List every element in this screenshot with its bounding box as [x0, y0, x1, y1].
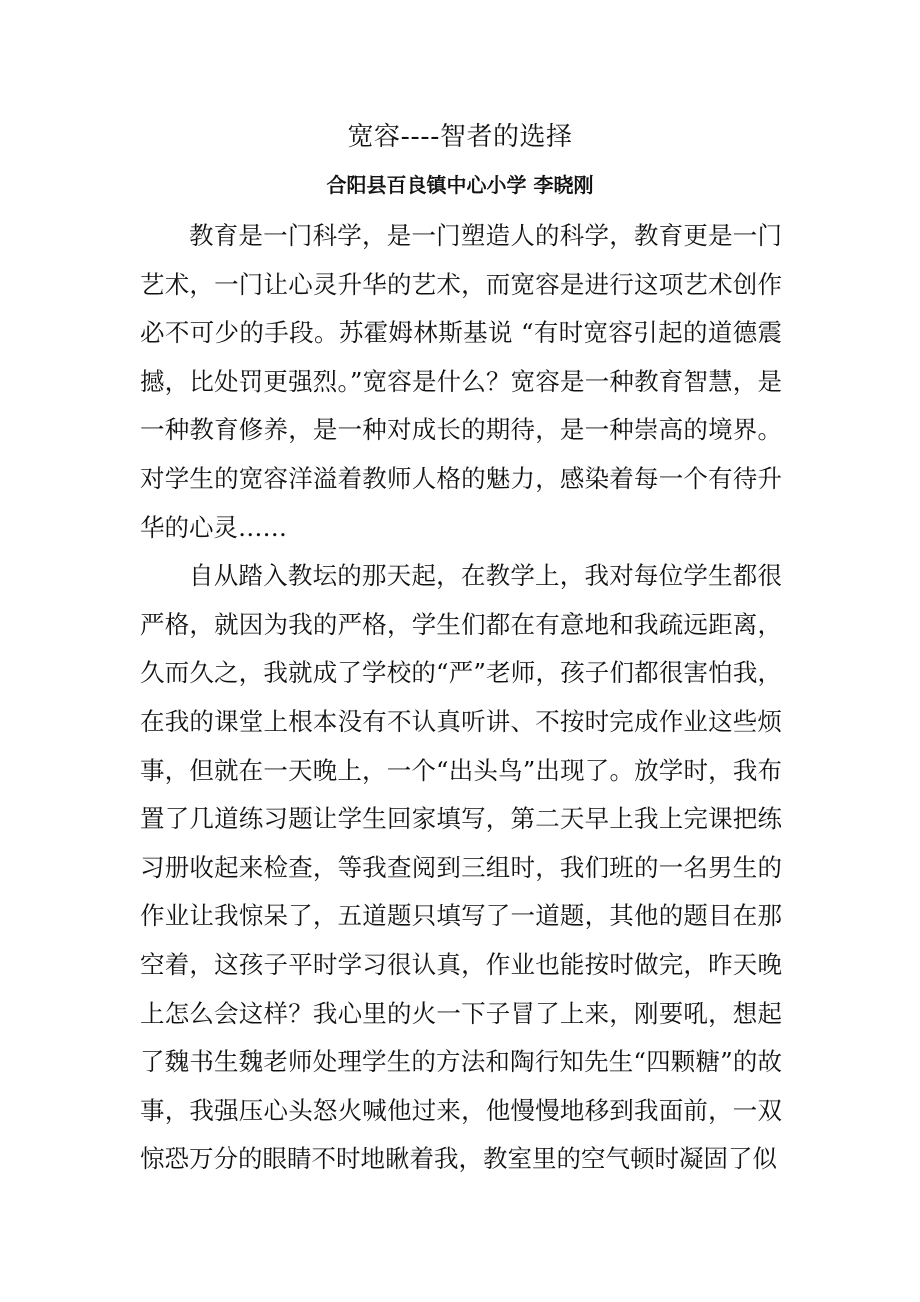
paragraph-2: 自从踏入教坛的那天起，在教学上，我对每位学生都很严格，就因为我的严格，学生们都在有意地和我疏远距离，久而久之，我就成了学校的“严”老师，孩子们都很害怕我，在我的课堂上根本没有不认真听讲、不按时完成作业这些烦事，但就在一天晚上，一个“出头鸟”出现了。放学时，我布置了几道练习题让学生回家填写，第二天早上我上完课把练习册收起来检查，等我查阅到三组时，我们班的一名男生的作业让我惊呆了，五道题只填写了一道题，其他的题目在那空着，这孩子平时学习很认真，作业也能按时做完，昨天晚上怎么会这样？我心里的火一下子冒了上来，刚要吼，想起了魏书生魏老师处理学生的方法和陶行知先生“四颗糖”的故事，我强压心头怒火喊他过来，他慢慢地移到我面前，一双惊恐万分的眼睛不时地瞅着我，教室里的空气顿时凝固了似 [140, 561, 782, 1174]
author-byline: 合阳县百良镇中心小学 李晓刚 [326, 173, 594, 197]
document-body [140, 212, 782, 1184]
document-title: 宽容----智者的选择 [347, 122, 573, 152]
paragraph-1: 教育是一门科学，是一门塑造人的科学，教育更是一门艺术，一门让心灵升华的艺术，而宽容是进行这项艺术创作必不可少的手段。苏霍姆林斯基说 “有时宽容引起的道德震撼，比处罚更强烈。”宽容是什么？宽容是一种教育智慧，是一种教育修养，是一种对成长的期待，是一种崇高的境界。对学生的宽容洋溢着教师人格的魅力，感染着每一个有待升华的心灵…… [140, 221, 782, 542]
